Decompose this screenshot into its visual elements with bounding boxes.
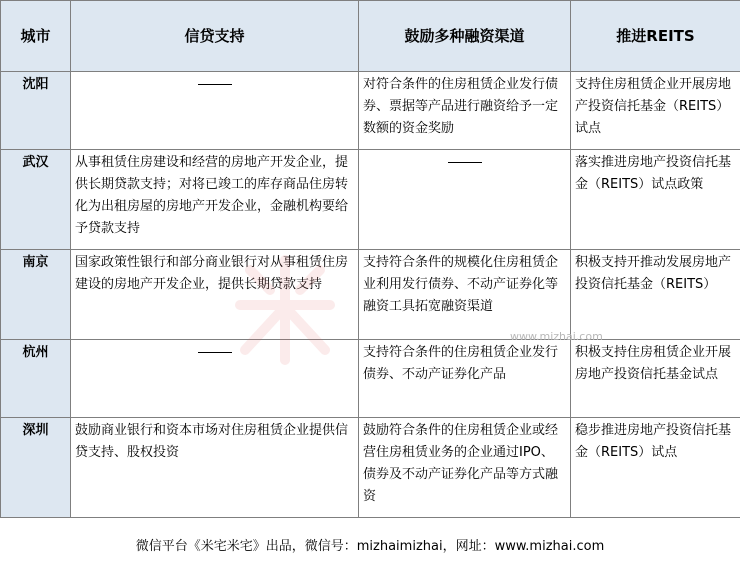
footer-credit: 微信平台《米宅米宅》出品，微信号：mizhaimizhai，网址：www.mizhai.com: [135, 539, 605, 554]
empty-dash: [198, 84, 232, 85]
financing-cell: 支持符合条件的规模化住房租赁企业利用发行债券、不动产证券化等融资工具拓宽融资渠道: [359, 250, 571, 340]
empty-dash: [198, 352, 232, 353]
city-cell: 深圳: [1, 418, 71, 518]
reits-cell: 积极支持开推动发展房地产投资信托基金（REITS）: [571, 250, 740, 340]
table-header-row: [1, 1, 740, 72]
reits-cell: 稳步推进房地产投资信托基金（REITS）试点: [571, 418, 740, 518]
city-cell: 杭州: [1, 340, 71, 418]
credit-cell: 国家政策性银行和部分商业银行对从事租赁住房建设的房地产开发企业，提供长期贷款支持: [71, 250, 359, 340]
table-row: [1, 250, 740, 340]
credit-cell: 从事租赁住房建设和经营的房地产开发企业，提供长期贷款支持；对将已竣工的库存商品住房转化为出租房屋的房地产开发企业，金融机构要给予贷款支持: [71, 150, 359, 250]
city-cell: 南京: [1, 250, 71, 340]
table-row: [1, 150, 740, 250]
financing-cell: 鼓励符合条件的住房租赁企业或经营住房租赁业务的企业通过IPO、债券及不动产证券化产品等方式融资: [359, 418, 571, 518]
watermark-url: www.mizhai.com: [510, 330, 603, 343]
credit-cell: [71, 340, 359, 418]
header-city: 城市: [1, 1, 71, 72]
financing-cell: [359, 150, 571, 250]
city-cell: 沈阳: [1, 72, 71, 150]
credit-cell: [71, 72, 359, 150]
table-row: [1, 72, 740, 150]
header-financing: 鼓励多种融资渠道: [359, 1, 571, 72]
city-cell: 武汉: [1, 150, 71, 250]
reits-cell: 积极支持住房租赁企业开展房地产投资信托基金试点: [571, 340, 740, 418]
credit-cell: 鼓励商业银行和资本市场对住房租赁企业提供信贷支持、股权投资: [71, 418, 359, 518]
header-credit: 信贷支持: [71, 1, 359, 72]
table-row: [1, 340, 740, 418]
header-reits: 推进REITS: [571, 1, 740, 72]
reits-cell: 支持住房租赁企业开展房地产投资信托基金（REITS）试点: [571, 72, 740, 150]
reits-cell: 落实推进房地产投资信托基金（REITS）试点政策: [571, 150, 740, 250]
financing-cell: 支持符合条件的住房租赁企业发行债券、不动产证券化产品: [359, 340, 571, 418]
financing-cell: 对符合条件的住房租赁企业发行债券、票据等产品进行融资给予一定数额的资金奖励: [359, 72, 571, 150]
empty-dash: [448, 162, 482, 163]
table-row: [1, 418, 740, 518]
